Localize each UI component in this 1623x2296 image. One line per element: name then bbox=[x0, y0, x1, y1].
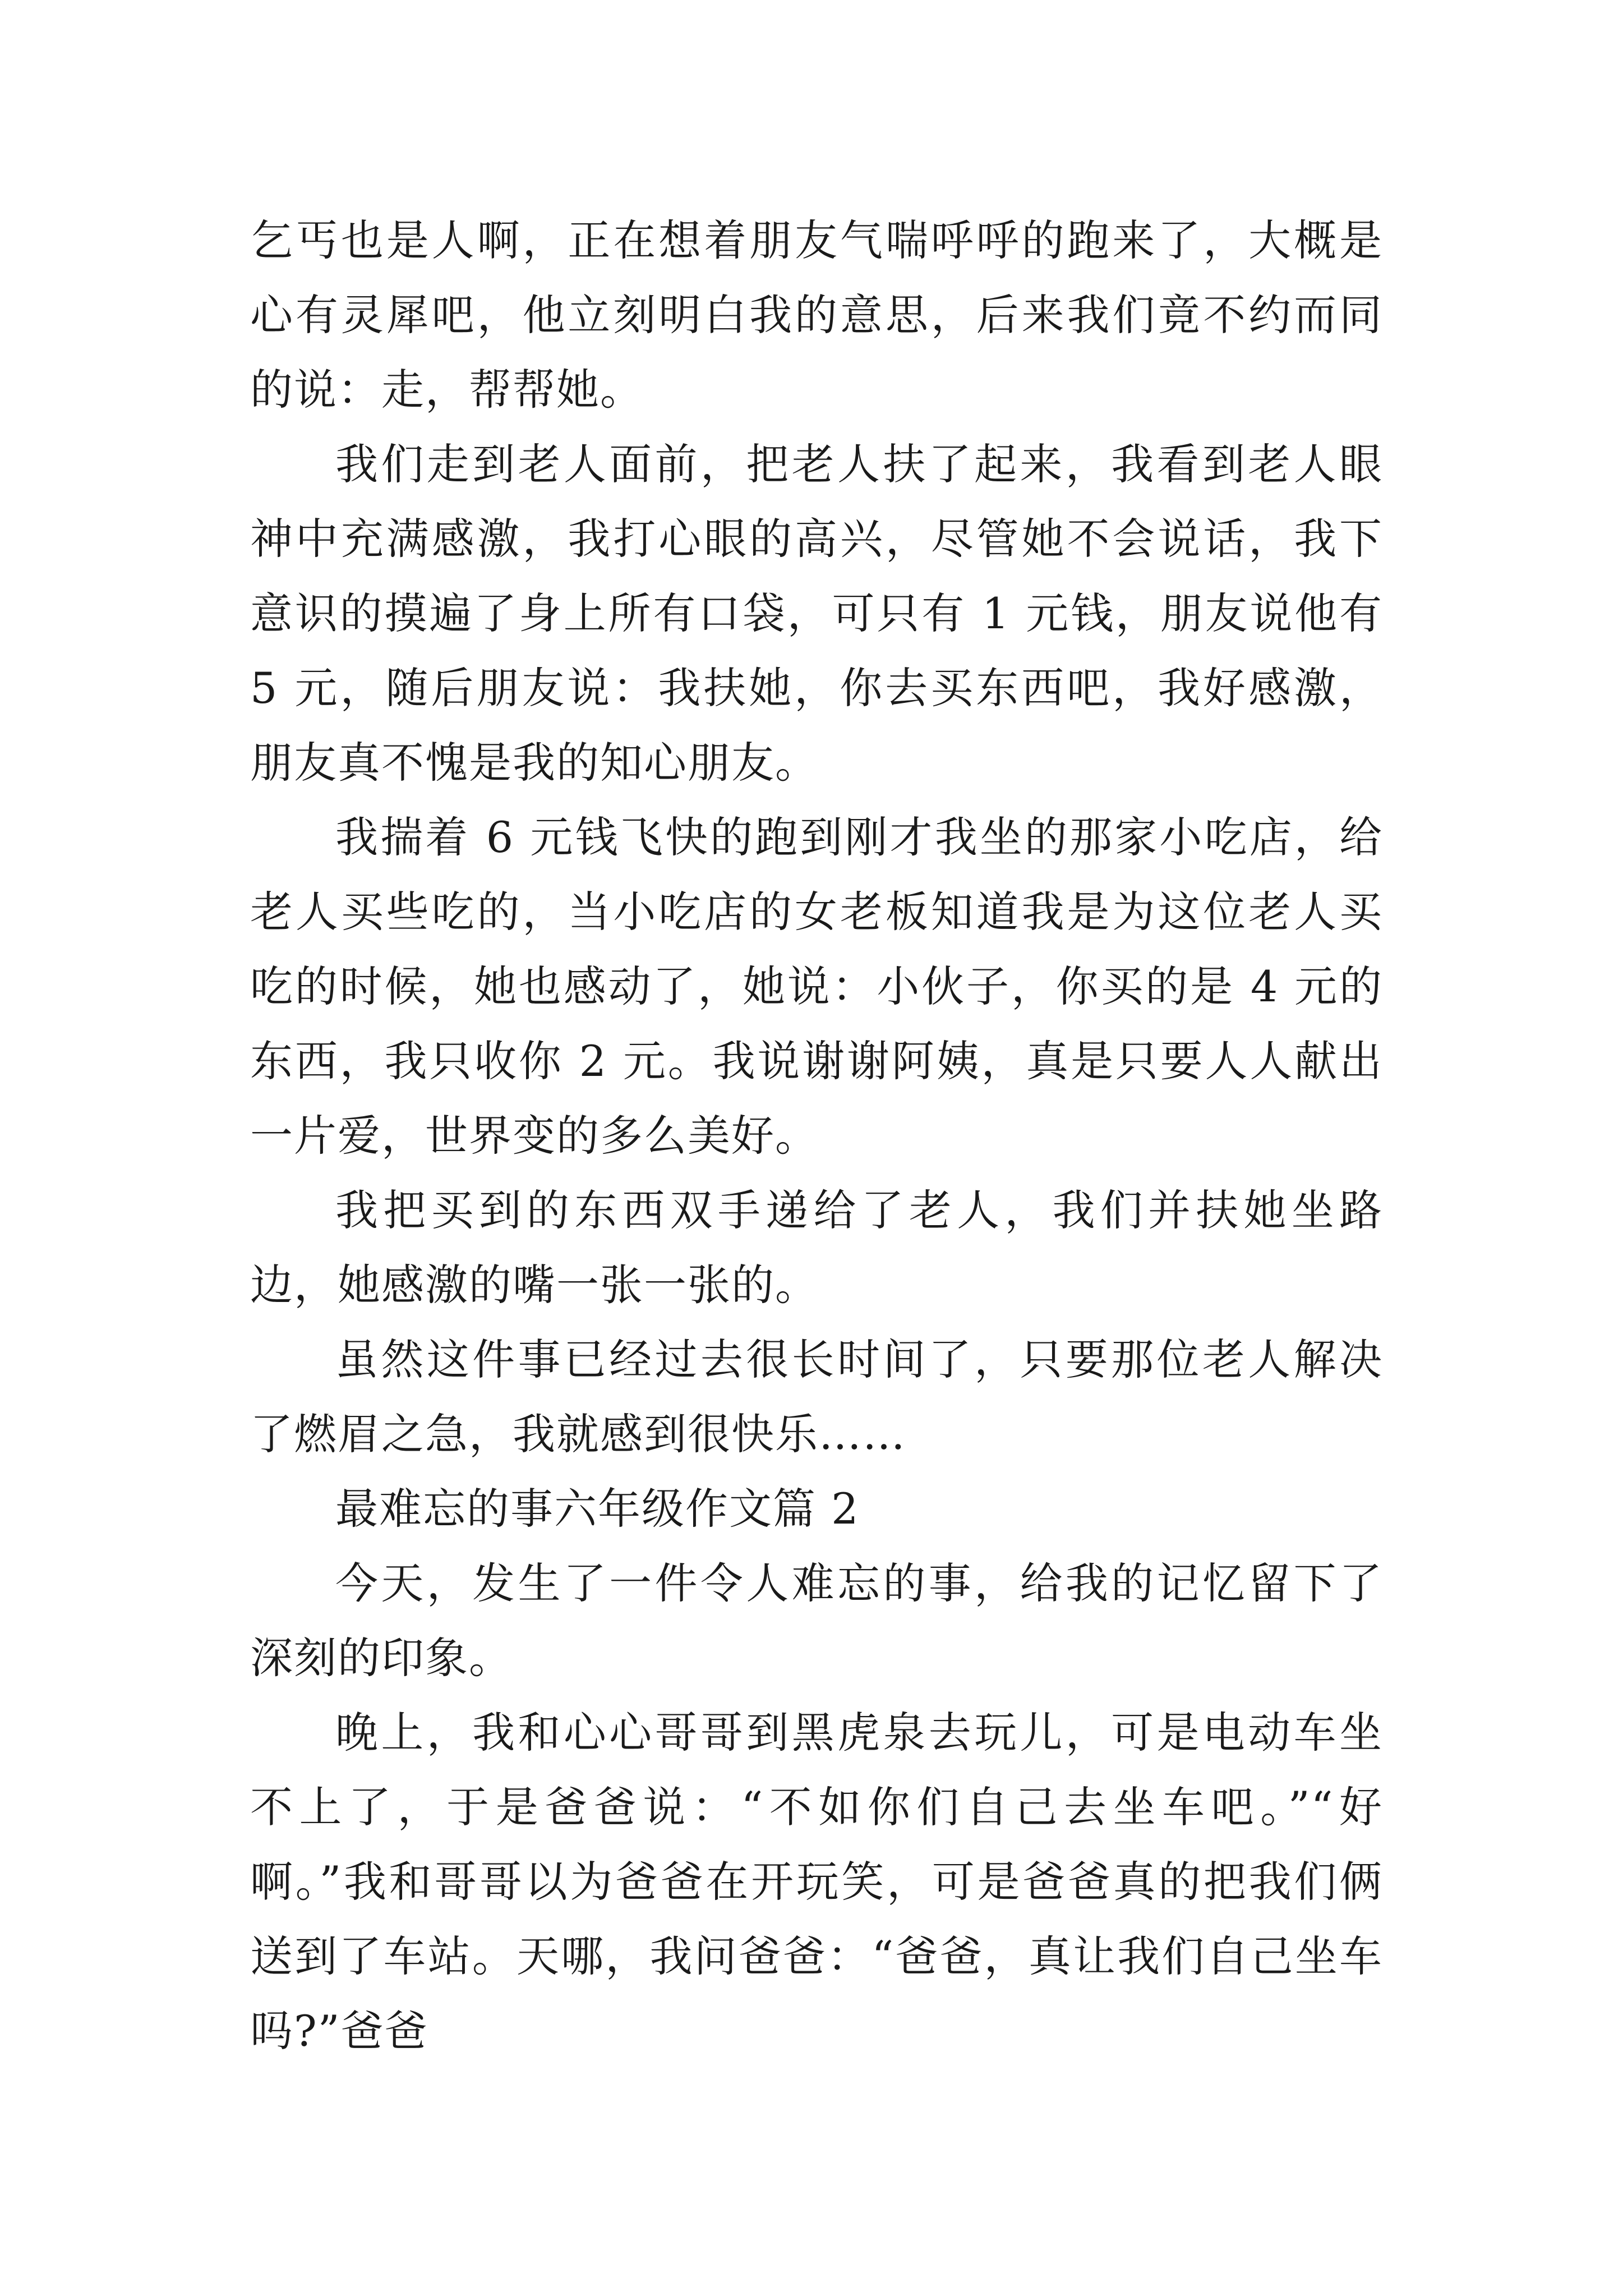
essay-body bbox=[250, 203, 1383, 2068]
paragraph: 今天，发生了一件令人难忘的事，给我的记忆留下了深刻的印象。 bbox=[250, 1558, 1383, 1683]
paragraph-continued: 乞丐也是人啊，正在想着朋友气喘呼呼的跑来了，大概是心有灵犀吧，他立刻明白我的意思，后来我们竟不约而同的说：走，帮帮她。 bbox=[250, 215, 1383, 415]
paragraph: 我揣着 6 元钱飞快的跑到刚才我坐的那家小吃店，给老人买些吃的，当小吃店的女老板知道我是为这位老人买吃的时候，她也感动了，她说：小伙子，你买的是 4 元的东西，我只收你 2 元。我说谢谢阿姨，真是只要人人献出一片爱，世界变的多么美好。 bbox=[250, 812, 1383, 1161]
paragraph: 晚上，我和心心哥哥到黑虎泉去玩儿，可是电动车坐不上了，于是爸爸说：“不如你们自己去坐车吧。”“好啊。”我和哥哥以为爸爸在开玩笑，可是爸爸真的把我们俩送到了车站。天哪，我问爸爸：“爸爸，真让我们自己坐车吗?”爸爸 bbox=[250, 1708, 1383, 2056]
paragraph: 我们走到老人面前，把老人扶了起来，我看到老人眼神中充满感激，我打心眼的高兴，尽管她不会说话，我下意识的摸遍了身上所有口袋，可只有 1 元钱，朋友说他有 5 元，随后朋友说：我扶她，你去买东西吧，我好感激，朋友真不愧是我的知心朋友。 bbox=[250, 439, 1383, 788]
paragraph: 我把买到的东西双手递给了老人，我们并扶她坐路边，她感激的嘴一张一张的。 bbox=[250, 1185, 1383, 1310]
paragraph: 虽然这件事已经过去很长时间了，只要那位老人解决了燃眉之急，我就感到很快乐…… bbox=[250, 1335, 1383, 1459]
section-heading: 最难忘的事六年级作文篇 2 bbox=[335, 1484, 860, 1534]
